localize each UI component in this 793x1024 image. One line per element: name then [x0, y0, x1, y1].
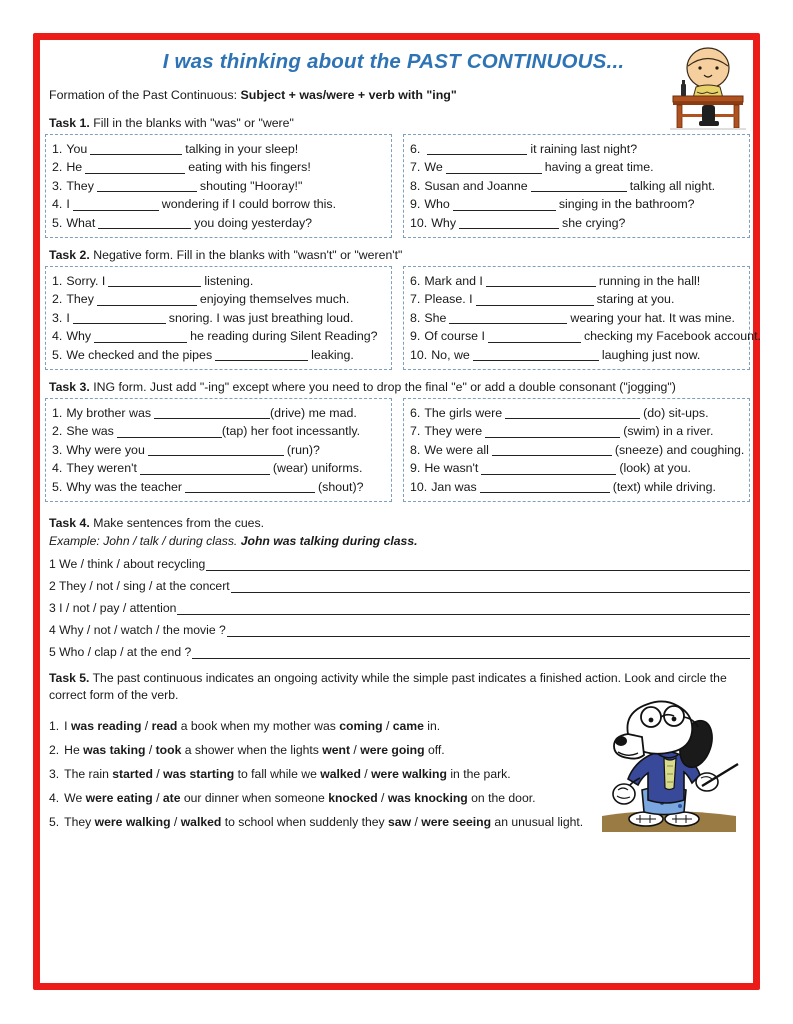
- task-2-number: Task 2.: [49, 248, 90, 263]
- item-number: 4.: [49, 790, 60, 805]
- question-text-after: (text) while driving.: [612, 479, 716, 494]
- question-text-after: he reading during Silent Reading?: [190, 329, 378, 344]
- question-row: [410, 140, 743, 158]
- sentence-text: /: [360, 766, 372, 781]
- sentence-text: The rain: [64, 766, 113, 781]
- question-number: 2.: [52, 424, 63, 439]
- question-text-after: (do) sit-ups.: [643, 406, 709, 421]
- cue-text: 5 Who / clap / at the end ?: [49, 645, 192, 660]
- formation-rule: [49, 88, 750, 102]
- question-text-before: Please. I: [424, 292, 473, 307]
- task-4-number: Task 4.: [49, 516, 90, 531]
- task-1-right-box: [403, 134, 750, 238]
- sentence-text: an unusual light.: [491, 814, 584, 829]
- question-row: [410, 422, 743, 440]
- answer-blank[interactable]: [97, 180, 197, 192]
- charlie-brown-at-desk-illustration: [666, 46, 750, 132]
- question-row: [52, 346, 385, 364]
- cue-text: 4 Why / not / watch / the movie ?: [49, 623, 226, 638]
- question-text-before: My brother was: [66, 406, 152, 421]
- question-row: [52, 478, 385, 496]
- sentence-text: /: [382, 718, 393, 733]
- answer-blank[interactable]: [215, 349, 308, 361]
- question-text-after: talking all night.: [629, 178, 716, 193]
- question-text-before: Why was the teacher: [66, 479, 183, 494]
- verb-choice[interactable]: walked: [320, 766, 361, 781]
- sentence-text: /: [152, 766, 164, 781]
- verb-choice[interactable]: were seeing: [421, 814, 492, 829]
- task-2-instruction: Negative form. Fill in the blanks with "wasn't" or "weren't": [93, 248, 403, 263]
- question-text-after: eating with his fingers!: [188, 160, 311, 175]
- question-row: [410, 346, 743, 364]
- question-number: 9.: [410, 461, 421, 476]
- question-text-after: leaking.: [311, 347, 354, 362]
- sentence-text: in.: [423, 718, 441, 733]
- task-3-number: Task 3.: [49, 380, 90, 395]
- task-4-heading: [49, 516, 750, 532]
- question-text-after: laughing just now.: [601, 347, 701, 362]
- question-text-after: you doing yesterday?: [194, 215, 313, 230]
- sentence-text: off.: [424, 742, 445, 757]
- question-row: [410, 478, 743, 496]
- question-row: [410, 459, 743, 477]
- question-number: 3.: [52, 178, 63, 193]
- question-text-after: (drive) me mad.: [270, 406, 357, 421]
- question-number: 8.: [410, 310, 421, 325]
- answer-blank[interactable]: [446, 162, 542, 174]
- question-number: 6.: [410, 141, 421, 156]
- answer-blank[interactable]: [185, 481, 315, 493]
- answer-blank[interactable]: [108, 275, 201, 287]
- sentence-text: /: [411, 814, 422, 829]
- question-row: [52, 404, 385, 422]
- answer-blank[interactable]: [459, 217, 559, 229]
- answer-blank[interactable]: [85, 162, 185, 174]
- task-1-columns: [45, 134, 750, 238]
- cue-row: [49, 572, 750, 594]
- question-text-after: (sneeze) and coughing.: [614, 442, 745, 457]
- question-row: [52, 290, 385, 308]
- answer-blank[interactable]: [449, 312, 567, 324]
- answer-blank[interactable]: [73, 312, 166, 324]
- sentence-text: He: [64, 742, 84, 757]
- question-text-before: The girls were: [424, 406, 503, 421]
- question-text-after: shouting "Hooray!": [199, 178, 303, 193]
- question-number: 6.: [410, 274, 421, 288]
- verb-choice[interactable]: were eating: [85, 790, 153, 805]
- question-number: 4.: [52, 461, 63, 476]
- question-text-before: I: [66, 197, 70, 212]
- question-text-before: He: [66, 160, 83, 175]
- question-row: [410, 272, 743, 290]
- answer-blank[interactable]: [531, 180, 627, 192]
- sentence-text: in the park.: [446, 766, 511, 781]
- task-2-left-box: [45, 266, 392, 370]
- answer-blank[interactable]: [473, 349, 599, 361]
- task-5-item-list: [49, 714, 609, 834]
- question-row: [52, 158, 385, 176]
- task-5-number: Task 5.: [49, 671, 90, 686]
- question-text-before: They were: [424, 424, 483, 439]
- sentence-text: I: [64, 718, 71, 733]
- question-text-before: We were all: [424, 442, 489, 457]
- verb-choice[interactable]: read: [151, 718, 178, 733]
- question-row: [410, 177, 743, 195]
- question-row: [52, 327, 385, 345]
- question-text-before: Mark and I: [424, 274, 483, 288]
- question-text-before: We checked and the pipes: [66, 347, 213, 362]
- sentence-text: /: [170, 814, 181, 829]
- sentence-text: /: [350, 742, 361, 757]
- answer-blank[interactable]: [117, 426, 222, 438]
- verb-choice[interactable]: went: [322, 742, 351, 757]
- verb-choice[interactable]: knocked: [328, 790, 378, 805]
- snoopy-teacher-illustration: [594, 690, 744, 838]
- question-number: 2.: [52, 160, 63, 175]
- question-text-before: What: [66, 215, 96, 230]
- answer-blank[interactable]: [453, 199, 556, 211]
- answer-blank[interactable]: [427, 143, 527, 155]
- question-row: [52, 177, 385, 195]
- question-row: [52, 214, 385, 232]
- task-1-number: Task 1.: [49, 116, 90, 130]
- item-number: 3.: [49, 766, 60, 781]
- question-row: [410, 195, 743, 213]
- sentence-text: our dinner when someone: [180, 790, 329, 805]
- question-row: [410, 158, 743, 176]
- cue-text: 2 They / not / sing / at the concert: [49, 579, 230, 594]
- question-text-before: He wasn't: [424, 461, 479, 476]
- question-text-before: Sorry. I: [66, 274, 106, 288]
- question-number: 9.: [410, 329, 421, 344]
- circle-choice-row: [49, 714, 609, 738]
- question-number: 5.: [52, 215, 63, 230]
- question-text-after: checking my Facebook account.: [583, 329, 761, 344]
- worksheet-content: [45, 44, 761, 979]
- task-3-right-box: [403, 398, 750, 502]
- question-text-after: staring at you.: [596, 292, 675, 307]
- question-text-after: (run)?: [286, 442, 320, 457]
- question-row: [52, 272, 385, 290]
- question-number: 10.: [410, 215, 428, 230]
- question-text-after: enjoying themselves much.: [199, 292, 350, 307]
- item-number: 5.: [49, 814, 60, 829]
- question-text-before: Why: [431, 215, 457, 230]
- question-number: 2.: [52, 292, 63, 307]
- question-row: [410, 214, 743, 232]
- question-row: [410, 404, 743, 422]
- formation-label: Formation of the Past Continuous:: [49, 88, 238, 102]
- question-text-after: wondering if I could borrow this.: [161, 197, 337, 212]
- question-number: 3.: [52, 442, 63, 457]
- task-4-example: [49, 534, 750, 548]
- sentence-text: a shower when the lights: [181, 742, 323, 757]
- task-3-heading: [49, 380, 750, 396]
- verb-choice[interactable]: walked: [180, 814, 222, 829]
- answer-blank[interactable]: [73, 199, 159, 211]
- question-text-after: talking in your sleep!: [185, 141, 299, 156]
- task-1-heading: [49, 116, 750, 132]
- circle-choice-row: [49, 810, 609, 834]
- question-text-after: wearing your hat. It was mine.: [570, 310, 735, 325]
- question-text-before: You: [66, 141, 88, 156]
- verb-choice[interactable]: were going: [360, 742, 425, 757]
- answer-blank[interactable]: [481, 463, 616, 475]
- task-3-instruction: ING form. Just add "-ing" except where you need to drop the final "e" or add a double consonant ("jogging"): [93, 380, 676, 395]
- verb-choice[interactable]: was reading: [70, 718, 142, 733]
- sentence-text: They: [64, 814, 95, 829]
- question-row: [410, 327, 761, 345]
- question-number: 7.: [410, 160, 421, 175]
- question-number: 7.: [410, 292, 421, 307]
- circle-choice-row: [49, 762, 609, 786]
- answer-blank[interactable]: [98, 217, 191, 229]
- answer-blank[interactable]: [488, 331, 581, 343]
- question-number: 5.: [52, 479, 63, 494]
- sentence-text: a book when my mother was: [177, 718, 340, 733]
- cue-answer-line[interactable]: [231, 581, 750, 593]
- verb-choice[interactable]: were walking: [371, 766, 447, 781]
- question-number: 1.: [52, 141, 63, 156]
- cue-row: [49, 638, 750, 660]
- question-row: [52, 140, 385, 158]
- question-number: 4.: [52, 329, 63, 344]
- sentence-text: /: [145, 742, 156, 757]
- task-5-instruction: The past continuous indicates an ongoing activity while the simple past indicates a finished action. Look and circle the correct form of the verb.: [49, 671, 727, 702]
- task-5-section: [45, 670, 750, 834]
- question-text-before: They weren't: [66, 461, 137, 476]
- question-number: 8.: [410, 442, 421, 457]
- sentence-text: /: [377, 790, 388, 805]
- task-4-section: [45, 516, 750, 660]
- question-text-after: she crying?: [562, 215, 626, 230]
- cue-answer-line[interactable]: [227, 625, 750, 637]
- question-row: [52, 459, 385, 477]
- question-number: 1.: [52, 274, 63, 288]
- task-1-instruction: Fill in the blanks with "was" or "were": [93, 116, 294, 130]
- question-row: [410, 290, 743, 308]
- question-text-before: They: [66, 292, 94, 307]
- verb-choice[interactable]: came: [392, 718, 424, 733]
- question-text-before: Why: [66, 329, 92, 344]
- verb-choice[interactable]: saw: [388, 814, 412, 829]
- question-text-before: Susan and Joanne: [424, 178, 528, 193]
- question-text-before: She was: [66, 424, 114, 439]
- cue-row: [49, 616, 750, 638]
- task-4-cue-list: [45, 550, 750, 660]
- verb-choice[interactable]: started: [112, 766, 153, 781]
- question-number: 3.: [52, 310, 63, 325]
- question-number: 5.: [52, 347, 63, 362]
- question-text-after: (wear) uniforms.: [272, 461, 363, 476]
- question-row: [410, 309, 743, 327]
- question-text-after: listening.: [204, 274, 254, 288]
- task-2-section: [45, 248, 761, 370]
- cue-text: 1 We / think / about recycling: [49, 557, 206, 572]
- question-text-after: having a great time.: [544, 160, 654, 175]
- answer-blank[interactable]: [94, 331, 187, 343]
- answer-blank[interactable]: [154, 407, 270, 419]
- verb-choice[interactable]: was knocking: [387, 790, 468, 805]
- question-text-before: Of course I: [424, 329, 485, 344]
- question-row: [410, 441, 743, 459]
- question-row: [52, 309, 385, 327]
- answer-blank[interactable]: [148, 444, 284, 456]
- answer-blank[interactable]: [492, 444, 612, 456]
- question-text-after: (swim) in a river.: [623, 424, 714, 439]
- cue-row: [49, 594, 750, 616]
- sentence-text: to fall while we: [234, 766, 321, 781]
- question-row: [52, 441, 385, 459]
- task-4-example-answer: John was talking during class.: [240, 534, 418, 549]
- cue-text: 3 I / not / pay / attention: [49, 601, 177, 616]
- question-text-before: They: [66, 178, 94, 193]
- sentence-text: on the door.: [467, 790, 536, 805]
- answer-blank[interactable]: [486, 275, 596, 287]
- question-text-after: snoring. I was just breathing loud.: [168, 310, 354, 325]
- task-3-left-box: [45, 398, 392, 502]
- question-text-after: (look) at you.: [619, 461, 691, 476]
- cue-row: [49, 550, 750, 572]
- item-number: 1.: [49, 718, 60, 733]
- question-number: 4.: [52, 197, 63, 212]
- answer-blank[interactable]: [90, 143, 182, 155]
- circle-choice-row: [49, 786, 609, 810]
- question-text-before: Who: [424, 197, 450, 212]
- verb-choice[interactable]: took: [155, 742, 182, 757]
- question-number: 1.: [52, 406, 63, 421]
- question-row: [52, 195, 385, 213]
- task-3-columns: [45, 398, 750, 502]
- question-text-before: She: [424, 310, 447, 325]
- page-title: I was thinking about the PAST CONTINUOUS...: [162, 50, 625, 73]
- task-2-heading: [49, 248, 750, 264]
- verb-choice[interactable]: coming: [339, 718, 383, 733]
- circle-choice-row: [49, 738, 609, 762]
- question-text-before: We: [424, 160, 443, 175]
- question-number: 8.: [410, 178, 421, 193]
- task-2-right-box: [403, 266, 761, 370]
- task-1-left-box: [45, 134, 392, 238]
- question-number: 7.: [410, 424, 421, 439]
- task-3-section: [45, 380, 750, 502]
- sentence-text: We: [64, 790, 86, 805]
- question-text-after: (tap) her foot incessantly.: [221, 424, 361, 439]
- task-4-instruction: Make sentences from the cues.: [93, 516, 265, 531]
- sentence-text: /: [152, 790, 163, 805]
- verb-choice[interactable]: ate: [162, 790, 181, 805]
- question-number: 9.: [410, 197, 421, 212]
- question-text-before: No, we: [431, 347, 470, 362]
- answer-blank[interactable]: [505, 407, 640, 419]
- formation-pattern: Subject + was/were + verb with "ing": [240, 88, 457, 102]
- question-text-after: it raining last night?: [530, 141, 638, 156]
- task-2-columns: [45, 266, 761, 370]
- question-number: 10.: [410, 347, 428, 362]
- question-number: 10.: [410, 479, 428, 494]
- cue-answer-line[interactable]: [206, 559, 750, 571]
- cue-answer-line[interactable]: [192, 647, 750, 659]
- task-4-example-cue: Example: John / talk / during class.: [49, 534, 238, 549]
- verb-choice[interactable]: was starting: [163, 766, 235, 781]
- sentence-text: /: [141, 718, 152, 733]
- answer-blank[interactable]: [476, 294, 594, 306]
- question-text-before: Why were you: [66, 442, 145, 457]
- answer-blank[interactable]: [480, 481, 610, 493]
- question-row: [52, 422, 385, 440]
- question-text-after: singing in the bathroom?: [558, 197, 695, 212]
- question-text-before: Jan was: [431, 479, 477, 494]
- sentence-text: to school when suddenly they: [221, 814, 389, 829]
- verb-choice[interactable]: was taking: [83, 742, 146, 757]
- item-number: 2.: [49, 742, 60, 757]
- answer-blank[interactable]: [485, 426, 620, 438]
- question-number: 6.: [410, 406, 421, 421]
- question-text-before: I: [66, 310, 70, 325]
- task-1-section: [45, 116, 750, 238]
- cue-answer-line[interactable]: [177, 603, 750, 615]
- question-text-after: (shout)?: [318, 479, 364, 494]
- verb-choice[interactable]: were walking: [94, 814, 171, 829]
- question-text-after: running in the hall!: [598, 274, 701, 288]
- answer-blank[interactable]: [140, 463, 270, 475]
- answer-blank[interactable]: [97, 294, 197, 306]
